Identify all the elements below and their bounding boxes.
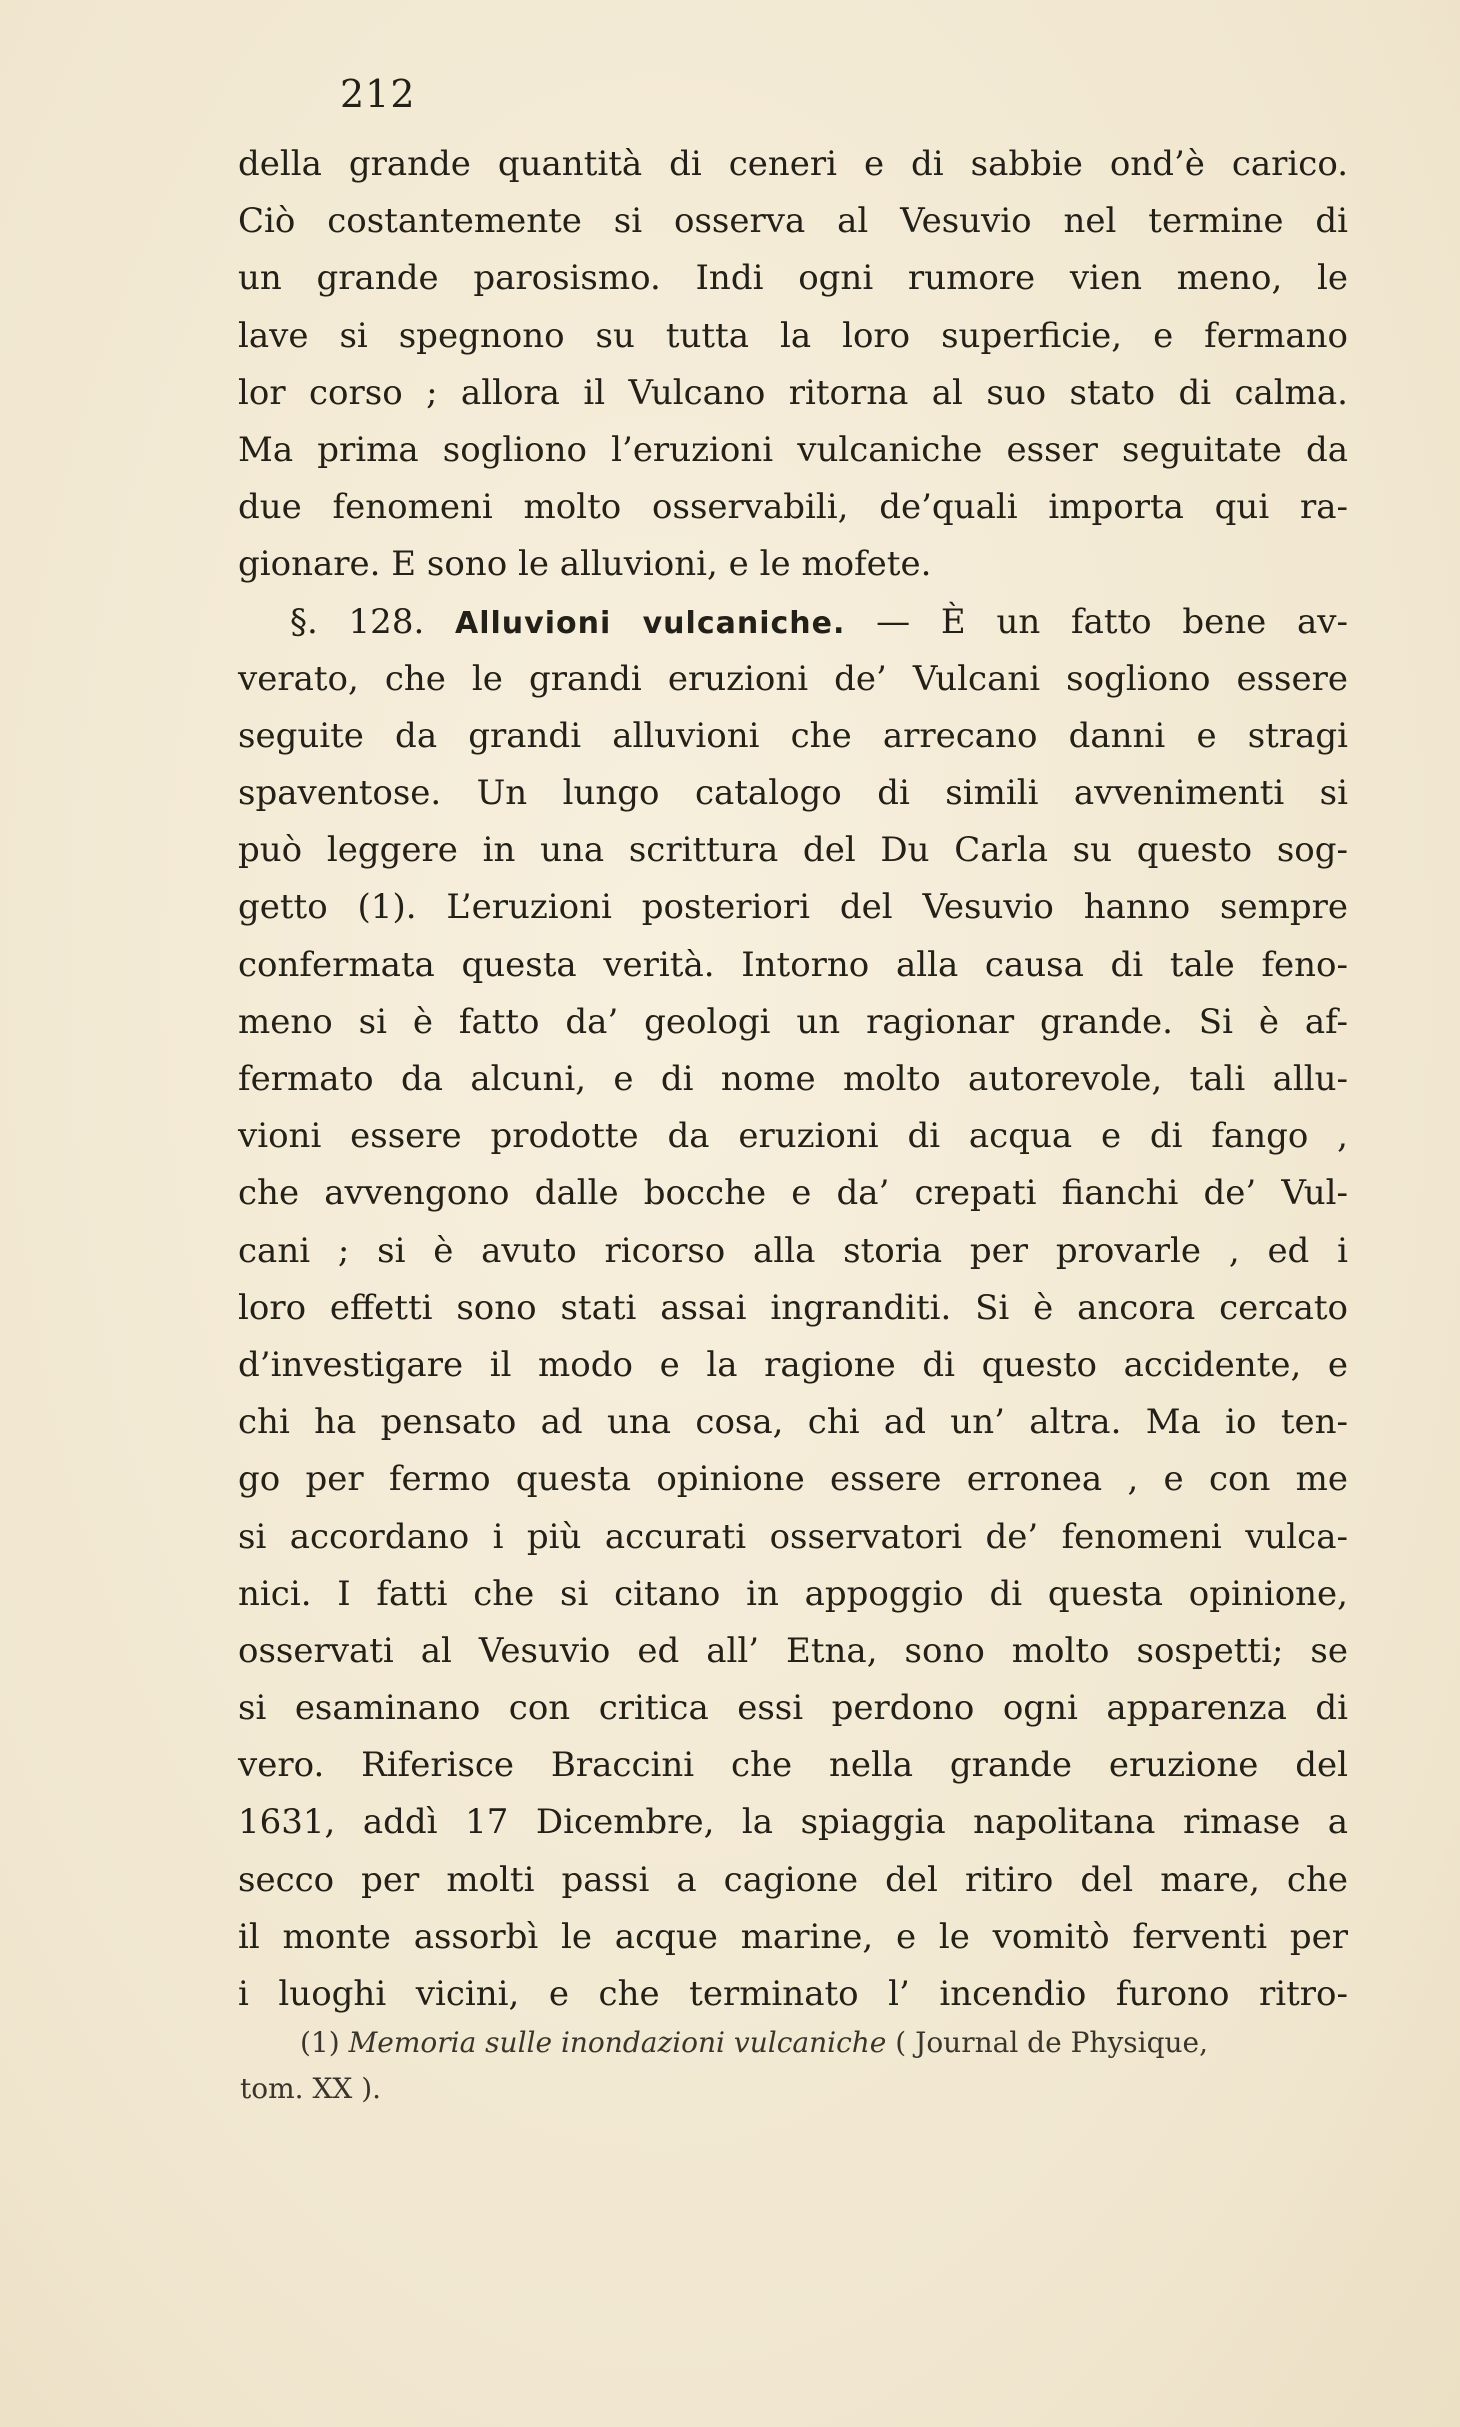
text-line: vioni essere prodotte da eruzioni di acqua e di fango , — [238, 1116, 1348, 1157]
text-line: un grande parosismo. Indi ogni rumore vien meno, le — [238, 258, 1348, 299]
text-line: seguite da grandi alluvioni che arrecano danni e stragi — [238, 715, 1348, 756]
text-line: si esaminano con critica essi perdono ogni apparenza di — [238, 1688, 1348, 1729]
text-line: d’investigare il modo e la ragione di questo accidente, e — [238, 1344, 1348, 1385]
section-title: Alluvioni vulcaniche. — [455, 605, 846, 641]
text-line: si accordano i più accurati osservatori de’ fenomeni vulca- — [238, 1516, 1348, 1557]
footnote-marker: (1) — [300, 2026, 340, 2059]
footnote-line — [300, 2020, 1350, 2066]
footnote-title: Memoria sulle inondazioni vulcaniche — [348, 2026, 887, 2059]
page-number: 212 — [340, 72, 416, 116]
text-line: spaventose. Un lungo catalogo di simili avvenimenti si — [238, 773, 1348, 814]
text-line: fermato da alcuni, e di nome molto autorevole, tali allu- — [238, 1059, 1348, 1099]
text-line: della grande quantità di ceneri e di sabbie ond’è carico. — [238, 144, 1348, 184]
text-line: lor corso ; allora il Vulcano ritorna al suo stato di calma. — [238, 372, 1348, 413]
section-number: §. 128. — [290, 601, 425, 642]
text-line: Ma prima sogliono l’eruzioni vulcaniche esser seguitate da — [238, 429, 1348, 470]
text-line: verato, che le grandi eruzioni de’ Vulcani sogliono essere — [238, 658, 1348, 699]
text-line: gionare. E sono le alluvioni, e le mofete. — [238, 544, 932, 585]
section-heading-line — [238, 594, 1348, 651]
text-line: il monte assorbì le acque marine, e le vomitò ferventi per — [238, 1916, 1348, 1957]
text-line: osservati al Vesuvio ed all’ Etna, sono molto sospetti; se — [238, 1630, 1348, 1671]
footnote-volume: tom. XX ). — [240, 2072, 382, 2105]
text-line: vero. Riferisce Braccini che nella grande eruzione del — [238, 1745, 1348, 1786]
text-line: può leggere in una scrittura del Du Carla su questo sog- — [238, 830, 1348, 871]
section-line-text: — È un fatto bene av- — [876, 601, 1348, 642]
text-line: confermata questa verità. Intorno alla causa di tale feno- — [238, 944, 1348, 985]
footnote — [240, 2020, 1350, 2112]
text-line: che avvengono dalle bocche e da’ crepati fianchi de’ Vul- — [238, 1173, 1348, 1214]
text-line: due fenomeni molto osservabili, de’quali importa qui ra- — [238, 487, 1348, 528]
text-line: cani ; si è avuto ricorso alla storia per provarle , ed i — [238, 1230, 1348, 1271]
text-line: nici. I fatti che si citano in appoggio di questa opinione, — [238, 1573, 1348, 1614]
footnote-source: ( Journal de Physique, — [895, 2026, 1209, 2059]
text-line: 1631, addì 17 Dicembre, la spiaggia napolitana rimase a — [238, 1802, 1348, 1843]
body-text — [238, 136, 1348, 2023]
text-line: i luoghi vicini, e che terminato l’ incendio furono ritro- — [238, 1974, 1348, 2014]
text-line: meno si è fatto da’ geologi un ragionar grande. Si è af- — [238, 1001, 1348, 1042]
text-line: Ciò costantemente si osserva al Vesuvio nel termine di — [238, 201, 1348, 242]
text-line: getto (1). L’eruzioni posteriori del Vesuvio hanno sempre — [238, 887, 1348, 928]
text-line: chi ha pensato ad una cosa, chi ad un’ altra. Ma io ten- — [238, 1402, 1348, 1443]
text-line: lave si spegnono su tutta la loro superficie, e fermano — [238, 315, 1348, 356]
text-line: loro effetti sono stati assai ingranditi. Si è ancora cercato — [238, 1287, 1348, 1328]
text-line: go per fermo questa opinione essere erronea , e con me — [238, 1459, 1348, 1500]
text-line: secco per molti passi a cagione del ritiro del mare, che — [238, 1859, 1348, 1900]
